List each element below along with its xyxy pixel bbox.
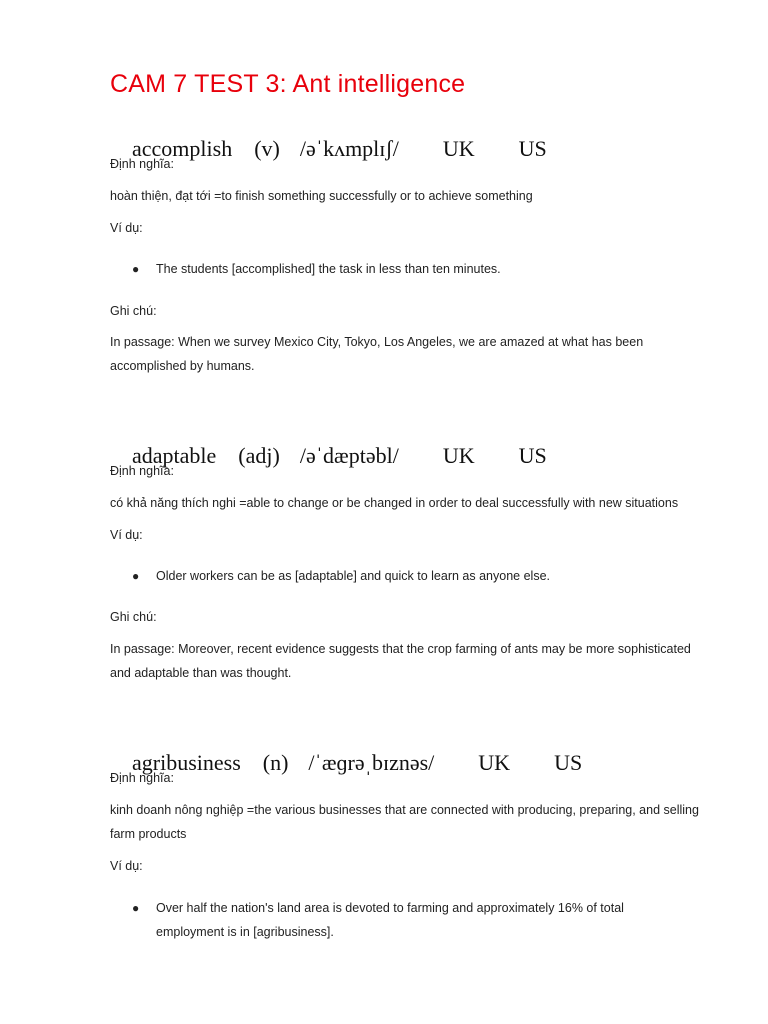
uk-audio-link[interactable]: UK: [478, 750, 511, 775]
page-title: CAM 7 TEST 3: Ant intelligence: [110, 70, 466, 98]
pronunciation: /əˈdæptəbl/: [299, 443, 399, 468]
headword-line: [110, 110, 547, 188]
part-of-speech: (v): [254, 136, 280, 161]
example-label: Ví dụ:: [110, 221, 143, 235]
definition-text: hoàn thiện, đạt tới =to finish something successfully or to achieve something: [110, 189, 533, 203]
example-item: [132, 564, 690, 588]
definition-text: có khả năng thích nghi =able to change or be changed in order to deal successfully with new situations: [110, 496, 679, 510]
part-of-speech: (adj): [238, 443, 280, 468]
example-text: The students [accomplished] the task in less than ten minutes.: [156, 262, 501, 276]
us-audio-link[interactable]: US: [518, 443, 547, 468]
example-label: Ví dụ:: [110, 859, 143, 873]
headword: agribusiness: [132, 750, 241, 775]
us-audio-link[interactable]: US: [554, 750, 583, 775]
definition-label: Định nghĩa:: [110, 464, 174, 478]
note-text: In passage: Moreover, recent evidence suggests that the crop farming of ants may be more sophisticated and adaptable than was thought.: [110, 642, 691, 680]
part-of-speech: (n): [262, 750, 289, 775]
note-label: Ghi chú:: [110, 304, 157, 318]
headword: adaptable: [132, 443, 217, 468]
note-label: Ghi chú:: [110, 610, 157, 624]
example-item: [132, 896, 690, 944]
definition-label: Định nghĩa:: [110, 771, 174, 785]
example-item: [132, 257, 690, 281]
bullet-icon: ●: [132, 262, 140, 276]
note-text: In passage: When we survey Mexico City, Tokyo, Los Angeles, we are amazed at what has been accomplished by humans.: [110, 335, 644, 373]
example-label: Ví dụ:: [110, 528, 143, 542]
uk-audio-link[interactable]: UK: [442, 443, 475, 468]
headword: accomplish: [132, 136, 233, 161]
pronunciation: /ˈæɡrəˌbɪznəs/: [308, 750, 435, 775]
definition-text: kinh doanh nông nghiệp =the various businesses that are connected with producing, preparing, and selling farm products: [110, 803, 699, 841]
example-text: Over half the nation's land area is devoted to farming and approximately 16% of total employment is in [agribusiness].: [156, 901, 624, 939]
bullet-icon: ●: [132, 901, 140, 915]
bullet-icon: ●: [132, 569, 140, 583]
us-audio-link[interactable]: US: [518, 136, 547, 161]
pronunciation: /əˈkʌmplɪʃ/: [299, 136, 399, 161]
headword-line: [110, 417, 547, 495]
definition-label: Định nghĩa:: [110, 157, 174, 171]
example-text: Older workers can be as [adaptable] and quick to learn as anyone else.: [156, 569, 550, 583]
headword-line: [110, 724, 582, 802]
uk-audio-link[interactable]: UK: [442, 136, 475, 161]
